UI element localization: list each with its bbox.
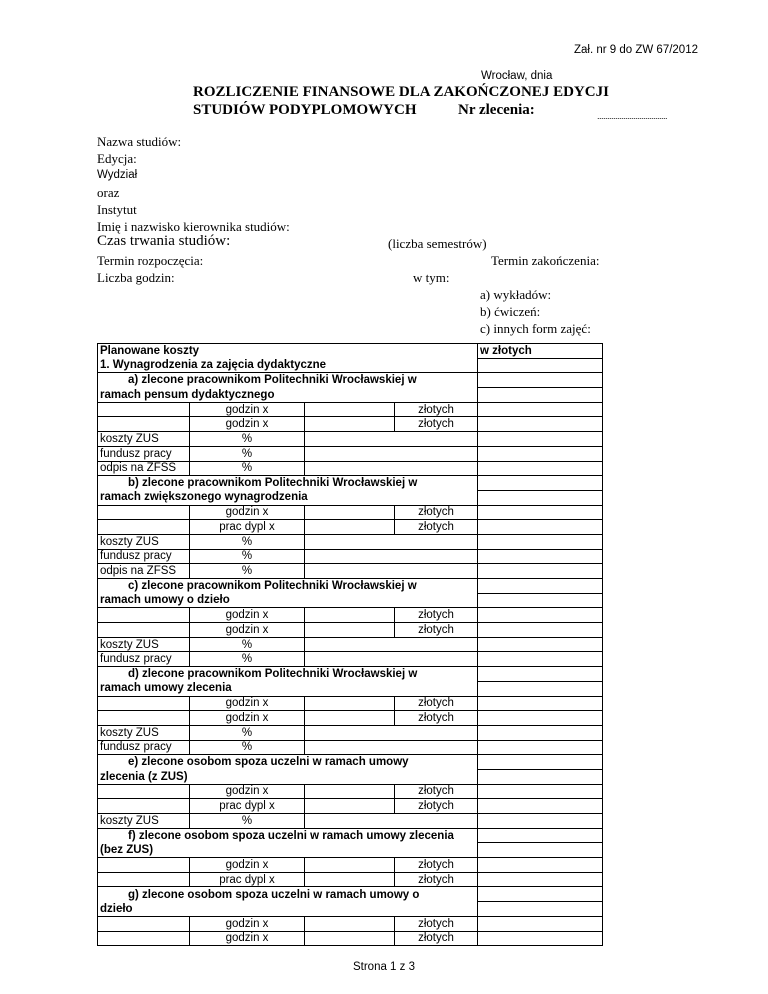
institute-label: Instytut <box>97 202 137 217</box>
amount-cell[interactable] <box>478 711 603 726</box>
study-name-label: Nazwa studiów: <box>97 134 182 149</box>
input-cell[interactable] <box>98 784 190 799</box>
table-row <box>98 505 603 520</box>
table-row <box>98 696 603 711</box>
table-row <box>98 358 603 373</box>
table-row <box>98 916 603 931</box>
input-cell[interactable] <box>305 461 478 476</box>
hours-label: godzin x <box>190 931 305 946</box>
table-row <box>98 755 603 770</box>
amount-cell[interactable] <box>478 755 603 770</box>
table-row <box>98 784 603 799</box>
table-row <box>98 740 603 755</box>
input-cell[interactable] <box>305 432 478 447</box>
amount-cell[interactable] <box>478 579 603 594</box>
amount-cell[interactable] <box>478 858 603 873</box>
table-row <box>98 432 603 447</box>
input-cell[interactable] <box>305 623 395 638</box>
thesis-label: prac dypl x <box>190 520 305 535</box>
amount-cell[interactable] <box>478 564 603 579</box>
input-cell[interactable] <box>98 931 190 946</box>
order-number-label: Nr zlecenia: <box>458 102 535 118</box>
input-cell[interactable] <box>305 799 395 814</box>
table-row <box>98 549 603 564</box>
section-e-title: e) zlecone osobom spoza uczelni w ramach umowy <box>98 755 478 770</box>
table-row <box>98 461 603 476</box>
input-cell[interactable] <box>98 417 190 432</box>
input-cell[interactable] <box>305 446 478 461</box>
hours-label: godzin x <box>190 784 305 799</box>
section-c-title-line2: ramach umowy o dzieło <box>98 593 478 608</box>
table-row <box>98 725 603 740</box>
input-cell[interactable] <box>305 711 395 726</box>
labor-fund-label: fundusz pracy <box>98 652 190 667</box>
amount-cell[interactable] <box>478 593 603 608</box>
pln-label: złotych <box>395 784 478 799</box>
input-cell[interactable] <box>305 505 395 520</box>
pln-label: złotych <box>395 916 478 931</box>
section-1-title: 1. Wynagrodzenia za zajęcia dydaktyczne <box>98 358 478 373</box>
section-d-title: d) zlecone pracownikom Politechniki Wrocławskiej w <box>98 667 478 682</box>
percent-label: % <box>190 637 305 652</box>
zfss-label: odpis na ZFSS <box>98 564 190 579</box>
percent-label: % <box>190 725 305 740</box>
input-cell[interactable] <box>98 711 190 726</box>
order-number-field[interactable]: ................................... <box>597 111 668 121</box>
amount-cell[interactable] <box>478 931 603 946</box>
input-cell[interactable] <box>305 652 478 667</box>
page-title-line2: STUDIÓW PODYPLOMOWYCH <box>193 102 417 118</box>
input-cell[interactable] <box>98 520 190 535</box>
input-cell[interactable] <box>98 872 190 887</box>
section-f-title-line2: (bez ZUS) <box>98 843 478 858</box>
hours-label: godzin x <box>190 417 305 432</box>
table-row <box>98 593 603 608</box>
input-cell[interactable] <box>305 608 395 623</box>
amount-cell[interactable] <box>478 476 603 491</box>
amount-cell[interactable] <box>478 505 603 520</box>
input-cell[interactable] <box>305 402 395 417</box>
input-cell[interactable] <box>98 858 190 873</box>
input-cell[interactable] <box>305 534 478 549</box>
table-row <box>98 564 603 579</box>
table-row <box>98 814 603 829</box>
hours-label: godzin x <box>190 608 305 623</box>
table-row <box>98 887 603 902</box>
or-label: oraz <box>97 185 120 200</box>
hours-label: godzin x <box>190 505 305 520</box>
input-cell[interactable] <box>305 858 395 873</box>
table-row <box>98 858 603 873</box>
planned-costs-header: Planowane koszty <box>98 344 478 359</box>
amount-cell[interactable] <box>478 388 603 403</box>
table-row <box>98 520 603 535</box>
thesis-label: prac dypl x <box>190 799 305 814</box>
semesters-label: (liczba semestrów) <box>388 236 487 251</box>
amount-cell[interactable] <box>478 549 603 564</box>
hours-label: godzin x <box>190 916 305 931</box>
percent-label: % <box>190 740 305 755</box>
table-row <box>98 608 603 623</box>
amount-cell[interactable] <box>478 828 603 843</box>
input-cell[interactable] <box>98 505 190 520</box>
percent-label: % <box>190 564 305 579</box>
amount-cell[interactable] <box>478 740 603 755</box>
percent-label: % <box>190 534 305 549</box>
amount-cell[interactable] <box>478 902 603 917</box>
percent-label: % <box>190 461 305 476</box>
input-cell[interactable] <box>305 549 478 564</box>
amount-cell[interactable] <box>478 373 603 388</box>
percent-label: % <box>190 432 305 447</box>
table-row <box>98 373 603 388</box>
input-cell[interactable] <box>305 417 395 432</box>
input-cell[interactable] <box>98 916 190 931</box>
input-cell[interactable] <box>305 564 478 579</box>
table-row <box>98 344 603 359</box>
amount-cell[interactable] <box>478 872 603 887</box>
amount-cell[interactable] <box>478 667 603 682</box>
section-c-title: c) zlecone pracownikom Politechniki Wrocławskiej w <box>98 579 478 594</box>
amount-cell[interactable] <box>478 520 603 535</box>
amount-cell[interactable] <box>478 534 603 549</box>
pln-label: złotych <box>395 623 478 638</box>
amount-cell[interactable] <box>478 799 603 814</box>
pln-label: złotych <box>395 799 478 814</box>
input-cell[interactable] <box>98 402 190 417</box>
table-row <box>98 843 603 858</box>
input-cell[interactable] <box>305 520 395 535</box>
zus-label: koszty ZUS <box>98 637 190 652</box>
hours-label: godzin x <box>190 402 305 417</box>
section-a-title-line2: ramach pensum dydaktycznego <box>98 388 478 403</box>
zus-label: koszty ZUS <box>98 534 190 549</box>
amount-cell[interactable] <box>478 608 603 623</box>
zus-label: koszty ZUS <box>98 725 190 740</box>
percent-label: % <box>190 652 305 667</box>
pln-label: złotych <box>395 872 478 887</box>
input-cell[interactable] <box>305 931 395 946</box>
place-date: Wrocław, dnia <box>481 70 553 82</box>
section-f-title: f) zlecone osobom spoza uczelni w ramach umowy zlecenia <box>98 828 478 843</box>
section-g-title: g) zlecone osobom spoza uczelni w ramach umowy o <box>98 887 478 902</box>
amount-cell[interactable] <box>478 358 603 373</box>
table-row <box>98 490 603 505</box>
currency-header: w złotych <box>478 344 603 359</box>
edition-label: Edycja: <box>97 151 137 166</box>
zfss-label: odpis na ZFSS <box>98 461 190 476</box>
zus-label: koszty ZUS <box>98 432 190 447</box>
pln-label: złotych <box>395 402 478 417</box>
thesis-label: prac dypl x <box>190 872 305 887</box>
input-cell[interactable] <box>98 799 190 814</box>
including-label: w tym: <box>413 270 450 285</box>
pln-label: złotych <box>395 931 478 946</box>
table-row <box>98 652 603 667</box>
exercises-label: b) ćwiczeń: <box>480 304 541 319</box>
amount-cell[interactable] <box>478 814 603 829</box>
other-forms-label: c) innych form zajęć: <box>480 321 591 336</box>
input-cell[interactable] <box>305 637 478 652</box>
table-row <box>98 402 603 417</box>
pln-label: złotych <box>395 505 478 520</box>
section-b-title-line2: ramach zwiększonego wynagrodzenia <box>98 490 478 505</box>
amount-cell[interactable] <box>478 696 603 711</box>
amount-cell[interactable] <box>478 432 603 447</box>
labor-fund-label: fundusz pracy <box>98 446 190 461</box>
pln-label: złotych <box>395 417 478 432</box>
table-row <box>98 388 603 403</box>
table-row <box>98 769 603 784</box>
table-row <box>98 417 603 432</box>
input-cell[interactable] <box>305 740 478 755</box>
page-title: ROZLICZENIE FINANSOWE DLA ZAKOŃCZONEJ EDYCJI <box>193 84 609 100</box>
hours-label: godzin x <box>190 623 305 638</box>
input-cell[interactable] <box>305 784 395 799</box>
amount-cell[interactable] <box>478 769 603 784</box>
amount-cell[interactable] <box>478 784 603 799</box>
amount-cell[interactable] <box>478 402 603 417</box>
input-cell[interactable] <box>305 696 395 711</box>
amount-cell[interactable] <box>478 916 603 931</box>
labor-fund-label: fundusz pracy <box>98 549 190 564</box>
pln-label: złotych <box>395 711 478 726</box>
table-row <box>98 902 603 917</box>
section-g-title-line2: dzieło <box>98 902 478 917</box>
table-row <box>98 637 603 652</box>
costs-table <box>97 343 603 946</box>
lectures-label: a) wykładów: <box>480 287 552 302</box>
zus-label: koszty ZUS <box>98 814 190 829</box>
amount-cell[interactable] <box>478 417 603 432</box>
table-row <box>98 828 603 843</box>
pln-label: złotych <box>395 608 478 623</box>
amount-cell[interactable] <box>478 446 603 461</box>
amount-cell[interactable] <box>478 681 603 696</box>
table-row <box>98 476 603 491</box>
percent-label: % <box>190 446 305 461</box>
table-row <box>98 446 603 461</box>
amount-cell[interactable] <box>478 637 603 652</box>
amount-cell[interactable] <box>478 490 603 505</box>
percent-label: % <box>190 549 305 564</box>
section-e-title-line2: zlecenia (z ZUS) <box>98 769 478 784</box>
table-row <box>98 799 603 814</box>
input-cell[interactable] <box>98 608 190 623</box>
labor-fund-label: fundusz pracy <box>98 740 190 755</box>
table-row <box>98 623 603 638</box>
table-row <box>98 711 603 726</box>
input-cell[interactable] <box>305 916 395 931</box>
section-b-title: b) zlecone pracownikom Politechniki Wrocławskiej w <box>98 476 478 491</box>
table-row <box>98 579 603 594</box>
end-date-label: Termin zakończenia: <box>491 253 600 268</box>
section-a-title: a) zlecone pracownikom Politechniki Wrocławskiej w <box>98 373 478 388</box>
amount-cell[interactable] <box>478 623 603 638</box>
table-row <box>98 931 603 946</box>
amount-cell[interactable] <box>478 887 603 902</box>
pln-label: złotych <box>395 696 478 711</box>
start-date-label: Termin rozpoczęcia: <box>97 253 204 268</box>
table-row <box>98 534 603 549</box>
amount-cell[interactable] <box>478 725 603 740</box>
input-cell[interactable] <box>305 814 478 829</box>
input-cell[interactable] <box>305 872 395 887</box>
amount-cell[interactable] <box>478 843 603 858</box>
hours-label: godzin x <box>190 711 305 726</box>
section-d-title-line2: ramach umowy zlecenia <box>98 681 478 696</box>
manager-label: Imię i nazwisko kierownika studiów: <box>97 219 290 234</box>
table-row <box>98 667 603 682</box>
hours-label: godzin x <box>190 696 305 711</box>
duration-label: Czas trwania studiów: <box>97 233 231 249</box>
percent-label: % <box>190 814 305 829</box>
amount-cell[interactable] <box>478 652 603 667</box>
amount-cell[interactable] <box>478 461 603 476</box>
faculty-label: Wydział <box>97 169 138 181</box>
attachment-note: Zał. nr 9 do ZW 67/2012 <box>573 44 698 56</box>
input-cell[interactable] <box>98 623 190 638</box>
page-number: Strona 1 z 3 <box>352 961 415 973</box>
table-row <box>98 681 603 696</box>
input-cell[interactable] <box>98 696 190 711</box>
input-cell[interactable] <box>305 725 478 740</box>
hours-label: godzin x <box>190 858 305 873</box>
hours-label: Liczba godzin: <box>97 270 175 285</box>
table-row <box>98 872 603 887</box>
pln-label: złotych <box>395 858 478 873</box>
pln-label: złotych <box>395 520 478 535</box>
